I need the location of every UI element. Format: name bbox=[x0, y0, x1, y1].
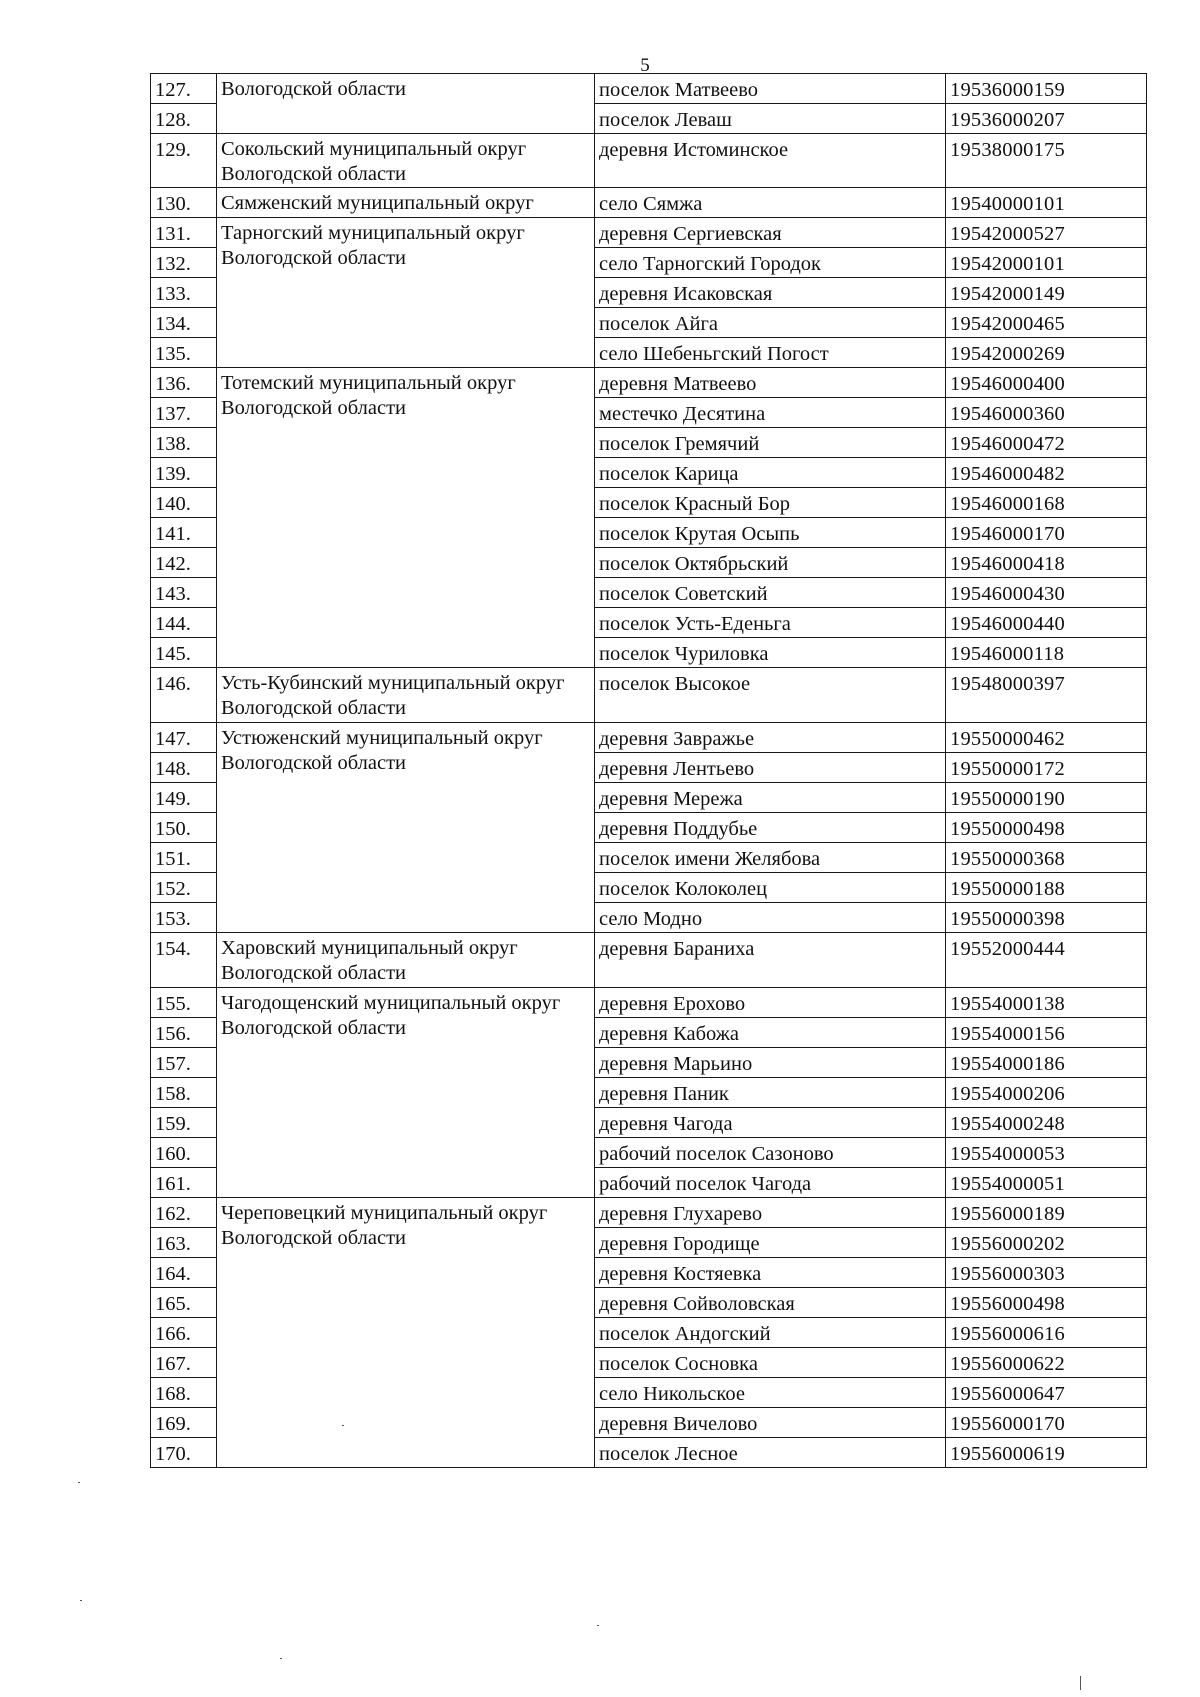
table-row bbox=[151, 218, 1147, 248]
oktmo-code: 19556000170 bbox=[946, 1408, 1147, 1438]
district-name: Харовский муниципальный округ Вологодской области bbox=[217, 933, 595, 988]
oktmo-code: 19546000430 bbox=[946, 578, 1147, 608]
oktmo-code: 19554000248 bbox=[946, 1108, 1147, 1138]
oktmo-code: 19550000398 bbox=[946, 903, 1147, 933]
locality-name: поселок Карица bbox=[595, 458, 946, 488]
locality-name: деревня Марьино bbox=[595, 1048, 946, 1078]
row-number: 141. bbox=[151, 518, 217, 548]
row-number: 156. bbox=[151, 1018, 217, 1048]
row-number: 139. bbox=[151, 458, 217, 488]
row-number: 143. bbox=[151, 578, 217, 608]
oktmo-code: 19550000188 bbox=[946, 873, 1147, 903]
row-number: 167. bbox=[151, 1348, 217, 1378]
oktmo-code: 19542000269 bbox=[946, 338, 1147, 368]
row-number: 166. bbox=[151, 1318, 217, 1348]
locality-name: деревня Бараниха bbox=[595, 933, 946, 988]
row-number: 164. bbox=[151, 1258, 217, 1288]
row-number: 163. bbox=[151, 1228, 217, 1258]
district-name: Вологодской области bbox=[217, 74, 595, 134]
oktmo-code: 19550000172 bbox=[946, 753, 1147, 783]
locality-name: деревня Сергиевская bbox=[595, 218, 946, 248]
row-number: 155. bbox=[151, 988, 217, 1018]
district-name: Тарногский муниципальный округ Вологодской области bbox=[217, 218, 595, 368]
locality-name: деревня Костяевка bbox=[595, 1258, 946, 1288]
oktmo-code: 19550000462 bbox=[946, 723, 1147, 753]
row-number: 131. bbox=[151, 218, 217, 248]
oktmo-code: 19536000159 bbox=[946, 74, 1147, 104]
oktmo-code: 19538000175 bbox=[946, 134, 1147, 188]
locality-name: местечко Десятина bbox=[595, 398, 946, 428]
oktmo-code: 19546000170 bbox=[946, 518, 1147, 548]
locality-name: поселок Лесное bbox=[595, 1438, 946, 1468]
table-row bbox=[151, 933, 1147, 988]
locality-name: рабочий поселок Сазоново bbox=[595, 1138, 946, 1168]
locality-name: деревня Ерохово bbox=[595, 988, 946, 1018]
locality-name: деревня Лентьево bbox=[595, 753, 946, 783]
locality-name: деревня Исаковская bbox=[595, 278, 946, 308]
locality-name: поселок Октябрьский bbox=[595, 548, 946, 578]
row-number: 153. bbox=[151, 903, 217, 933]
table-row bbox=[151, 74, 1147, 104]
row-number: 145. bbox=[151, 638, 217, 668]
oktmo-code: 19554000051 bbox=[946, 1168, 1147, 1198]
locality-name: деревня Завражье bbox=[595, 723, 946, 753]
row-number: 128. bbox=[151, 104, 217, 134]
locality-name: поселок Гремячий bbox=[595, 428, 946, 458]
oktmo-code: 19556000202 bbox=[946, 1228, 1147, 1258]
oktmo-code: 19550000190 bbox=[946, 783, 1147, 813]
table-row bbox=[151, 668, 1147, 723]
oktmo-code: 19554000156 bbox=[946, 1018, 1147, 1048]
oktmo-code: 19556000303 bbox=[946, 1258, 1147, 1288]
district-name: Усть-Кубинский муниципальный округ Вологодской области bbox=[217, 668, 595, 723]
locality-name: деревня Чагода bbox=[595, 1108, 946, 1138]
oktmo-code: 19552000444 bbox=[946, 933, 1147, 988]
district-name: Устюженский муниципальный округ Вологодской области bbox=[217, 723, 595, 933]
locality-name: деревня Глухарево bbox=[595, 1198, 946, 1228]
locality-name: деревня Вичелово bbox=[595, 1408, 946, 1438]
oktmo-code: 19542000527 bbox=[946, 218, 1147, 248]
oktmo-code: 19546000360 bbox=[946, 398, 1147, 428]
district-name: Череповецкий муниципальный округ Вологодской области bbox=[217, 1198, 595, 1468]
locality-name: поселок Колоколец bbox=[595, 873, 946, 903]
row-number: 170. bbox=[151, 1438, 217, 1468]
row-number: 169. bbox=[151, 1408, 217, 1438]
district-name: Чагодощенский муниципальный округ Вологодской области bbox=[217, 988, 595, 1198]
oktmo-code: 19548000397 bbox=[946, 668, 1147, 723]
oktmo-code: 19546000440 bbox=[946, 608, 1147, 638]
oktmo-code: 19554000138 bbox=[946, 988, 1147, 1018]
locality-name: поселок Андогский bbox=[595, 1318, 946, 1348]
locality-name: поселок имени Желябова bbox=[595, 843, 946, 873]
row-number: 137. bbox=[151, 398, 217, 428]
locality-name: поселок Красный Бор bbox=[595, 488, 946, 518]
oktmo-code: 19546000418 bbox=[946, 548, 1147, 578]
row-number: 159. bbox=[151, 1108, 217, 1138]
row-number: 162. bbox=[151, 1198, 217, 1228]
locality-name: поселок Сосновка bbox=[595, 1348, 946, 1378]
oktmo-code: 19550000368 bbox=[946, 843, 1147, 873]
oktmo-code: 19536000207 bbox=[946, 104, 1147, 134]
locality-name: поселок Чуриловка bbox=[595, 638, 946, 668]
oktmo-code: 19556000622 bbox=[946, 1348, 1147, 1378]
locality-name: поселок Айга bbox=[595, 308, 946, 338]
locality-name: поселок Советский bbox=[595, 578, 946, 608]
row-number: 149. bbox=[151, 783, 217, 813]
page-number: 5 bbox=[640, 55, 650, 76]
locality-name: деревня Городище bbox=[595, 1228, 946, 1258]
table-row bbox=[151, 723, 1147, 753]
oktmo-code: 19556000647 bbox=[946, 1378, 1147, 1408]
oktmo-code: 19542000149 bbox=[946, 278, 1147, 308]
table-row bbox=[151, 988, 1147, 1018]
table-row bbox=[151, 188, 1147, 218]
row-number: 136. bbox=[151, 368, 217, 398]
locality-name: село Шебеньгский Погост bbox=[595, 338, 946, 368]
row-number: 135. bbox=[151, 338, 217, 368]
locality-name: село Сямжа bbox=[595, 188, 946, 218]
row-number: 158. bbox=[151, 1078, 217, 1108]
locality-name: поселок Матвеево bbox=[595, 74, 946, 104]
locality-name: деревня Истоминское bbox=[595, 134, 946, 188]
oktmo-code: 19554000186 bbox=[946, 1048, 1147, 1078]
table-row bbox=[151, 368, 1147, 398]
locality-name: поселок Крутая Осыпь bbox=[595, 518, 946, 548]
row-number: 160. bbox=[151, 1138, 217, 1168]
district-name: Сямженский муниципальный округ bbox=[217, 188, 595, 218]
district-name: Тотемский муниципальный округ Вологодской области bbox=[217, 368, 595, 668]
row-number: 133. bbox=[151, 278, 217, 308]
locality-name: рабочий поселок Чагода bbox=[595, 1168, 946, 1198]
row-number: 129. bbox=[151, 134, 217, 188]
row-number: 140. bbox=[151, 488, 217, 518]
locality-name: деревня Поддубье bbox=[595, 813, 946, 843]
row-number: 144. bbox=[151, 608, 217, 638]
oktmo-code: 19542000101 bbox=[946, 248, 1147, 278]
oktmo-code: 19556000616 bbox=[946, 1318, 1147, 1348]
row-number: 152. bbox=[151, 873, 217, 903]
row-number: 157. bbox=[151, 1048, 217, 1078]
row-number: 134. bbox=[151, 308, 217, 338]
oktmo-code: 19550000498 bbox=[946, 813, 1147, 843]
locality-name: поселок Усть-Еденьга bbox=[595, 608, 946, 638]
oktmo-code: 19546000472 bbox=[946, 428, 1147, 458]
oktmo-code: 19554000206 bbox=[946, 1078, 1147, 1108]
locality-name: село Никольское bbox=[595, 1378, 946, 1408]
row-number: 148. bbox=[151, 753, 217, 783]
row-number: 150. bbox=[151, 813, 217, 843]
locality-name: деревня Кабожа bbox=[595, 1018, 946, 1048]
locality-name: поселок Леваш bbox=[595, 104, 946, 134]
oktmo-code: 19554000053 bbox=[946, 1138, 1147, 1168]
oktmo-code: 19556000498 bbox=[946, 1288, 1147, 1318]
locality-name: деревня Матвеево bbox=[595, 368, 946, 398]
row-number: 151. bbox=[151, 843, 217, 873]
oktmo-code: 19540000101 bbox=[946, 188, 1147, 218]
row-number: 165. bbox=[151, 1288, 217, 1318]
oktmo-code: 19556000619 bbox=[946, 1438, 1147, 1468]
locality-name: поселок Высокое bbox=[595, 668, 946, 723]
row-number: 147. bbox=[151, 723, 217, 753]
row-number: 168. bbox=[151, 1378, 217, 1408]
row-number: 130. bbox=[151, 188, 217, 218]
locality-name: село Тарногский Городок bbox=[595, 248, 946, 278]
oktmo-code: 19546000118 bbox=[946, 638, 1147, 668]
oktmo-code: 19542000465 bbox=[946, 308, 1147, 338]
locality-name: село Модно bbox=[595, 903, 946, 933]
oktmo-code: 19556000189 bbox=[946, 1198, 1147, 1228]
table-row bbox=[151, 134, 1147, 188]
row-number: 138. bbox=[151, 428, 217, 458]
settlements-table bbox=[150, 73, 1147, 1468]
row-number: 142. bbox=[151, 548, 217, 578]
table-row bbox=[151, 1198, 1147, 1228]
district-name: Сокольский муниципальный округ Вологодской области bbox=[217, 134, 595, 188]
oktmo-code: 19546000168 bbox=[946, 488, 1147, 518]
row-number: 154. bbox=[151, 933, 217, 988]
oktmo-code: 19546000482 bbox=[946, 458, 1147, 488]
row-number: 161. bbox=[151, 1168, 217, 1198]
locality-name: деревня Мережа bbox=[595, 783, 946, 813]
oktmo-code: 19546000400 bbox=[946, 368, 1147, 398]
row-number: 146. bbox=[151, 668, 217, 723]
locality-name: деревня Сойволовская bbox=[595, 1288, 946, 1318]
row-number: 132. bbox=[151, 248, 217, 278]
row-number: 127. bbox=[151, 74, 217, 104]
locality-name: деревня Паник bbox=[595, 1078, 946, 1108]
